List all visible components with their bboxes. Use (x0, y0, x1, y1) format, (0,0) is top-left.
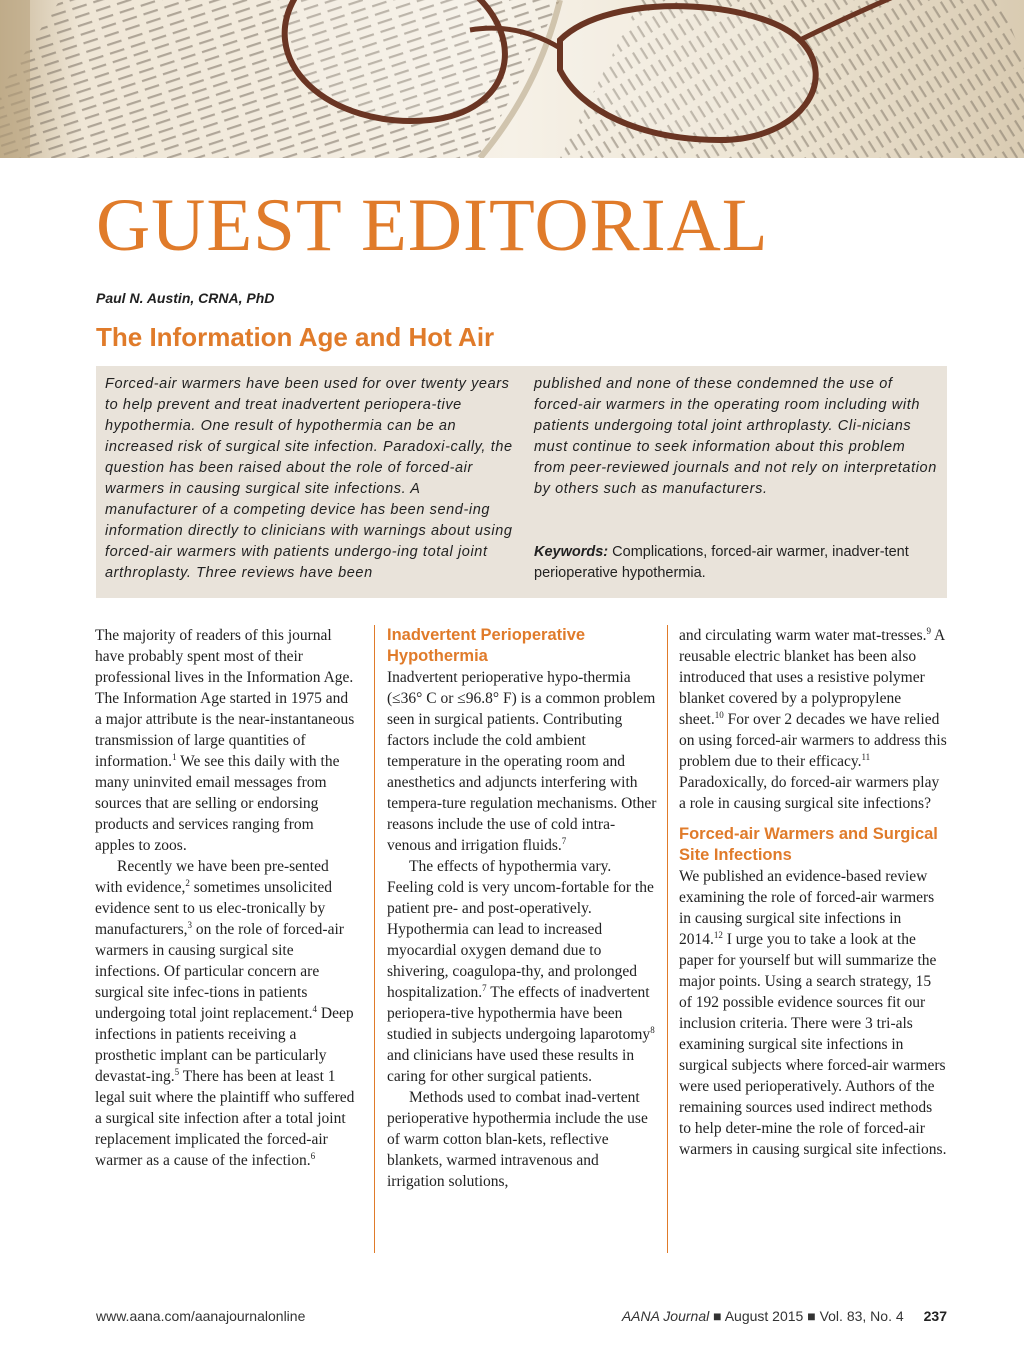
abstract-box (96, 366, 947, 598)
issue-date: August 2015 (724, 1308, 804, 1324)
text: Recently we have been pre-sented with evidence, (95, 858, 329, 896)
reference-marker: 10 (714, 709, 724, 720)
paragraph (679, 866, 947, 1160)
text: The effects of hypothermia vary. Feeling cold is very uncom-fortable for the patient pre- and post-operatively. Hypothermia can lead to increased myocardial oxygen demand due to shivering, coagulopa-thy, and prolonged hospitalization. (387, 858, 654, 1001)
separator: ■ (803, 1308, 820, 1324)
footer-url: www.aana.com/aanajournalonline (96, 1308, 306, 1324)
footer-citation (622, 1308, 947, 1324)
body-column-3 (679, 625, 947, 1160)
text: and clinicians have used these results in caring for other surgical patients. (387, 1047, 635, 1085)
paragraph (95, 856, 357, 1171)
section-heading: Forced-air Warmers and Surgical Site Infections (679, 825, 938, 864)
separator: ■ (709, 1308, 725, 1324)
reference-marker: 2 (185, 877, 190, 888)
book-and-glasses-photo (0, 0, 1024, 158)
paragraph (387, 856, 659, 1087)
reference-marker: 3 (187, 919, 193, 930)
article-title: The Information Age and Hot Air (96, 322, 495, 352)
text: We see this daily with the many uninvited email messages from sources that are selling or endorsing products and services ranging from apples to zoos. (95, 753, 340, 854)
reference-marker: 12 (713, 929, 723, 940)
text: A reusable electric blanket has been also introduced that uses a resistive polymer blanket covered by a polypropylene sheet. (679, 627, 945, 728)
text: sometimes unsolicited evidence sent to us elec-tronically by manufacturers, (95, 879, 332, 938)
text: and circulating warm water mat-tresses. (679, 627, 927, 644)
column-divider (374, 625, 375, 1253)
keywords-text: Complications, forced-air warmer, inadver-tent perioperative hypothermia. (534, 544, 909, 581)
banner-image (0, 0, 1024, 158)
paragraph (95, 625, 357, 856)
page-number: 237 (923, 1308, 947, 1324)
reference-marker: 6 (310, 1150, 316, 1161)
body-column-2 (387, 625, 659, 1192)
reference-marker: 11 (861, 751, 871, 762)
text: The effects of inadvertent periopera-tive hypothermia have been studied in subjects undergoing laparotomy (387, 984, 651, 1043)
section-heading: Inadvertent Perioperative Hypothermia (387, 626, 586, 665)
reference-marker: 7 (561, 835, 567, 846)
volume-issue: Vol. 83, No. 4 (819, 1308, 904, 1324)
abstract-right-text: published and none of these condemned the use of forced-air warmers in the operating room including with patients undergoing total joint arthroplasty. Cli-nicians must continue to seek information about this problem from peer-reviewed journals and not rely on interpretation by others such as manufacturers. (534, 376, 937, 497)
keywords-label: Keywords: (534, 544, 609, 560)
paragraph (387, 667, 659, 856)
text: Inadvertent perioperative hypo-thermia (≤36° C or ≤96.8° F) is a common problem seen in surgical patients. Contributing factors include the cold ambient temperature in the operating room and anesthetics and adjuncts interfering with tempera-ture regulation mechanisms. Other reasons include the use of cold intra-venous and irrigation fluids. (387, 669, 657, 854)
text: on the role of forced-air warmers in causing surgical site infections. Of particular concern are surgical site infec-tions in patients undergoing total joint replacement. (95, 921, 344, 1022)
abstract-left-text: Forced-air warmers have been used for over twenty years to help prevent and treat inadvertent periopera-tive hypothermia. One result of hypothermia can be an increased risk of surgical site infection. Paradoxi-cally, the question has been raised about the role of forced-air warmers in causing surgical site infections. A manufacturer of a competing device has been send-ing information directly to clinicians with warnings about using forced-air warmers with patients undergo-ing total joint arthroplasty. Three reviews have been (105, 376, 513, 581)
reference-marker: 7 (482, 982, 487, 993)
text: Paradoxically, do forced-air warmers play a role in causing surgical site infections? (679, 774, 940, 812)
paragraph (679, 625, 947, 814)
text: For over 2 decades we have relied on using forced-air warmers to address this problem due to their efficacy. (679, 711, 947, 770)
reference-marker: 4 (312, 1003, 318, 1014)
text: There has been at least 1 legal suit where the plaintiff who suffered a surgical site infection after a total joint replacement implicated the forced-air warmer as a cause of the infection. (95, 1068, 355, 1169)
body-column-1 (95, 625, 357, 1171)
reference-marker: 1 (172, 751, 177, 762)
reference-marker: 8 (650, 1024, 655, 1035)
section-title: GUEST EDITORIAL (96, 184, 769, 267)
text: The majority of readers of this journal have probably spent most of their professional lives in the Information Age. The Information Age started in 1975 and a major attribute is the near-instantaneous transmission of large quantities of information. (95, 627, 355, 770)
text: We published an evidence-based review examining the role of forced-air warmers in causing surgical site infections in 2014. (679, 868, 935, 948)
keywords (534, 542, 938, 584)
text: Deep infections in patients receiving a prosthetic implant can be particularly devastat-ing. (95, 1005, 354, 1085)
journal-name: AANA Journal (621, 1308, 710, 1324)
text: I urge you to take a look at the paper for yourself but will summarize the major points. Using a search strategy, 15 of 192 possible evidence sources fit our inclusion criteria. There were 3 tri-als examining surgical site infections in surgical subjects where forced-air warmers were used perioperatively. Authors of the remaining sources used indirect methods to help deter-mine the role of forced-air warmers in causing surgical site infections. (679, 931, 947, 1158)
author-byline: Paul N. Austin, CRNA, PhD (96, 290, 275, 306)
reference-marker: 9 (926, 625, 931, 636)
paragraph: Methods used to combat inad-vertent perioperative hypothermia include the use of warm cotton blan-kets, reflective blankets, warmed intravenous and irrigation solutions, (387, 1089, 648, 1190)
column-divider (667, 625, 668, 1253)
reference-marker: 5 (174, 1066, 180, 1077)
